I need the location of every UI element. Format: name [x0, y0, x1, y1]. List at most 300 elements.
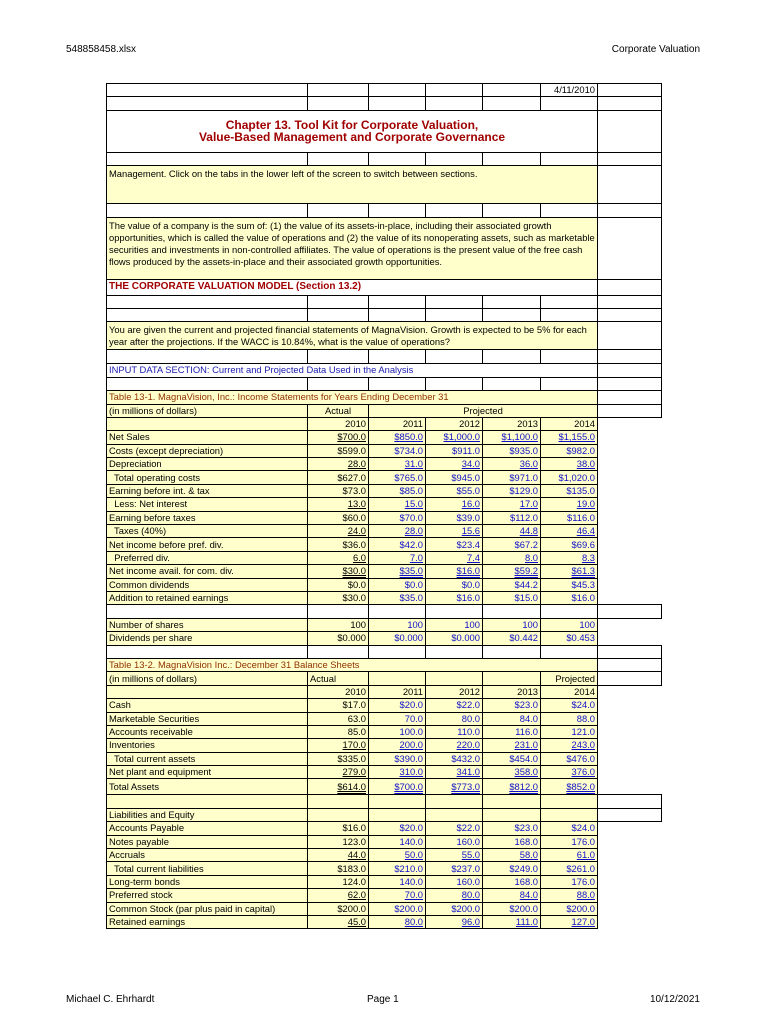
row-label[interactable]: Total current assets: [107, 752, 308, 765]
section-title[interactable]: THE CORPORATE VALUATION MODEL (Section 13.2): [107, 279, 598, 295]
value-cell[interactable]: $850.0: [369, 431, 426, 444]
value-cell[interactable]: $200.0: [308, 902, 369, 915]
value-cell[interactable]: 80.0: [369, 915, 426, 928]
empty-cell[interactable]: [426, 295, 483, 308]
row-label[interactable]: Common Stock (par plus paid in capital): [107, 902, 308, 915]
year-header[interactable]: 2012: [426, 685, 483, 698]
value-cell[interactable]: 28.0: [308, 458, 369, 471]
value-cell[interactable]: $200.0: [541, 902, 598, 915]
value-cell[interactable]: 38.0: [541, 458, 598, 471]
empty-cell[interactable]: [369, 808, 426, 821]
value-cell[interactable]: 19.0: [541, 498, 598, 511]
empty-cell[interactable]: [483, 808, 541, 821]
value-cell[interactable]: 110.0: [426, 725, 483, 738]
empty-cell[interactable]: [598, 322, 662, 350]
row-label[interactable]: Depreciation: [107, 458, 308, 471]
row-label[interactable]: Total operating costs: [107, 471, 308, 484]
empty-cell[interactable]: [369, 672, 426, 685]
section-label[interactable]: Liabilities and Equity: [107, 808, 308, 821]
value-cell[interactable]: $0.453: [541, 632, 598, 645]
row-label[interactable]: Long-term bonds: [107, 875, 308, 888]
value-cell[interactable]: $39.0: [426, 511, 483, 524]
value-cell[interactable]: $20.0: [369, 699, 426, 712]
value-cell[interactable]: 140.0: [369, 875, 426, 888]
value-cell[interactable]: $112.0: [483, 511, 541, 524]
empty-cell[interactable]: [598, 645, 662, 658]
value-cell[interactable]: $249.0: [483, 862, 541, 875]
value-cell[interactable]: $16.0: [426, 591, 483, 604]
value-cell[interactable]: $1,100.0: [483, 431, 541, 444]
value-cell[interactable]: $971.0: [483, 471, 541, 484]
value-cell[interactable]: 168.0: [483, 875, 541, 888]
value-cell[interactable]: 200.0: [369, 739, 426, 752]
empty-cell[interactable]: [598, 795, 662, 808]
value-cell[interactable]: $454.0: [483, 752, 541, 765]
row-label[interactable]: Accounts Payable: [107, 822, 308, 835]
empty-cell[interactable]: [426, 84, 483, 97]
value-cell[interactable]: $55.0: [426, 484, 483, 497]
value-cell[interactable]: 8.0: [483, 551, 541, 564]
value-cell[interactable]: 123.0: [308, 835, 369, 848]
empty-cell[interactable]: [598, 110, 662, 152]
value-cell[interactable]: $36.0: [308, 538, 369, 551]
empty-cell[interactable]: [483, 84, 541, 97]
row-label[interactable]: Addition to retained earnings: [107, 591, 308, 604]
value-cell[interactable]: 310.0: [369, 766, 426, 779]
value-cell[interactable]: $16.0: [426, 565, 483, 578]
value-cell[interactable]: 100: [483, 618, 541, 631]
value-cell[interactable]: $0.000: [369, 632, 426, 645]
row-label[interactable]: Less: Net interest: [107, 498, 308, 511]
value-cell[interactable]: $237.0: [426, 862, 483, 875]
value-cell[interactable]: 16.0: [426, 498, 483, 511]
value-cell[interactable]: 50.0: [369, 849, 426, 862]
value-cell[interactable]: 17.0: [483, 498, 541, 511]
empty-cell[interactable]: [107, 84, 308, 97]
value-cell[interactable]: $59.2: [483, 565, 541, 578]
empty-cell[interactable]: [598, 295, 662, 308]
value-cell[interactable]: 15.6: [426, 525, 483, 538]
value-cell[interactable]: $22.0: [426, 822, 483, 835]
value-cell[interactable]: 85.0: [308, 725, 369, 738]
empty-cell[interactable]: [308, 308, 369, 321]
value-cell[interactable]: 88.0: [541, 889, 598, 902]
value-cell[interactable]: $210.0: [369, 862, 426, 875]
value-cell[interactable]: $24.0: [541, 699, 598, 712]
value-cell[interactable]: 376.0: [541, 766, 598, 779]
row-label[interactable]: Net income before pref. div.: [107, 538, 308, 551]
row-label[interactable]: Total Assets: [107, 779, 308, 795]
empty-cell[interactable]: [598, 377, 662, 390]
empty-cell[interactable]: [598, 152, 662, 165]
valuation-paragraph[interactable]: The value of a company is the sum of: (1) the value of its assets-in-place, including their associated growth opportunities, which is called the value of operations and (2) the value of its nonoperating assets, such as marketable securities and investments in non-controlled affiliates. The value of operations is the present value of the free cash flows produced by the assets-in-place and their associated growth opportunities.: [107, 217, 598, 279]
actual-label[interactable]: Actual: [308, 672, 369, 685]
value-cell[interactable]: 7.0: [369, 551, 426, 564]
value-cell[interactable]: $852.0: [541, 779, 598, 795]
empty-cell[interactable]: [541, 795, 598, 808]
empty-cell[interactable]: [426, 152, 483, 165]
empty-cell[interactable]: [369, 377, 426, 390]
value-cell[interactable]: 220.0: [426, 739, 483, 752]
value-cell[interactable]: 96.0: [426, 915, 483, 928]
empty-cell[interactable]: [308, 377, 369, 390]
value-cell[interactable]: 36.0: [483, 458, 541, 471]
year-header[interactable]: 2010: [308, 685, 369, 698]
value-cell[interactable]: $67.2: [483, 538, 541, 551]
empty-cell[interactable]: [598, 84, 662, 97]
row-label[interactable]: Dividends per share: [107, 632, 308, 645]
value-cell[interactable]: $200.0: [369, 902, 426, 915]
empty-cell[interactable]: [598, 217, 662, 279]
row-label[interactable]: Inventories: [107, 739, 308, 752]
row-label[interactable]: Preferred stock: [107, 889, 308, 902]
row-label[interactable]: Total current liabilities: [107, 862, 308, 875]
empty-cell[interactable]: [598, 166, 662, 204]
value-cell[interactable]: 243.0: [541, 739, 598, 752]
empty-cell[interactable]: [426, 97, 483, 110]
empty-cell[interactable]: [308, 350, 369, 363]
value-cell[interactable]: 100: [369, 618, 426, 631]
value-cell[interactable]: $812.0: [483, 779, 541, 795]
value-cell[interactable]: 84.0: [483, 889, 541, 902]
value-cell[interactable]: $945.0: [426, 471, 483, 484]
value-cell[interactable]: 45.0: [308, 915, 369, 928]
year-header[interactable]: 2013: [483, 685, 541, 698]
value-cell[interactable]: 70.0: [369, 889, 426, 902]
value-cell[interactable]: $17.0: [308, 699, 369, 712]
value-cell[interactable]: $129.0: [483, 484, 541, 497]
value-cell[interactable]: 6.0: [308, 551, 369, 564]
row-label[interactable]: Net income avail. for com. div.: [107, 565, 308, 578]
value-cell[interactable]: $734.0: [369, 444, 426, 457]
empty-cell[interactable]: [598, 204, 662, 217]
empty-cell[interactable]: [483, 204, 541, 217]
value-cell[interactable]: 279.0: [308, 766, 369, 779]
value-cell[interactable]: 15.0: [369, 498, 426, 511]
year-header[interactable]: 2014: [541, 685, 598, 698]
row-label[interactable]: Notes payable: [107, 835, 308, 848]
empty-cell[interactable]: [541, 377, 598, 390]
value-cell[interactable]: $44.2: [483, 578, 541, 591]
value-cell[interactable]: 176.0: [541, 835, 598, 848]
empty-cell[interactable]: [483, 795, 541, 808]
projected-label[interactable]: Projected: [541, 672, 598, 685]
value-cell[interactable]: 58.0: [483, 849, 541, 862]
year-header[interactable]: 2013: [483, 417, 541, 430]
empty-cell[interactable]: [541, 152, 598, 165]
value-cell[interactable]: 100: [308, 618, 369, 631]
empty-cell[interactable]: [541, 308, 598, 321]
row-label[interactable]: Preferred div.: [107, 551, 308, 564]
value-cell[interactable]: $335.0: [308, 752, 369, 765]
value-cell[interactable]: $23.0: [483, 822, 541, 835]
empty-cell[interactable]: [308, 605, 369, 618]
value-cell[interactable]: $35.0: [369, 565, 426, 578]
value-cell[interactable]: 168.0: [483, 835, 541, 848]
value-cell[interactable]: $0.000: [308, 632, 369, 645]
empty-cell[interactable]: [308, 97, 369, 110]
empty-cell[interactable]: [308, 808, 369, 821]
value-cell[interactable]: 88.0: [541, 712, 598, 725]
value-cell[interactable]: 62.0: [308, 889, 369, 902]
value-cell[interactable]: $627.0: [308, 471, 369, 484]
empty-cell[interactable]: [308, 84, 369, 97]
empty-cell[interactable]: [107, 350, 308, 363]
date-cell[interactable]: 4/11/2010: [541, 84, 598, 97]
empty-cell[interactable]: [107, 204, 308, 217]
value-cell[interactable]: 160.0: [426, 875, 483, 888]
row-label[interactable]: Taxes (40%): [107, 525, 308, 538]
value-cell[interactable]: $614.0: [308, 779, 369, 795]
value-cell[interactable]: 70.0: [369, 712, 426, 725]
row-label[interactable]: Cash: [107, 699, 308, 712]
value-cell[interactable]: 44.8: [483, 525, 541, 538]
intro-text[interactable]: Management. Click on the tabs in the lower left of the screen to switch between sections.: [107, 166, 598, 204]
value-cell[interactable]: 46.4: [541, 525, 598, 538]
empty-cell[interactable]: [426, 795, 483, 808]
value-cell[interactable]: $70.0: [369, 511, 426, 524]
value-cell[interactable]: $60.0: [308, 511, 369, 524]
row-label[interactable]: Common dividends: [107, 578, 308, 591]
input-section-title[interactable]: INPUT DATA SECTION: Current and Projected Data Used in the Analysis: [107, 363, 598, 377]
empty-cell[interactable]: [541, 645, 598, 658]
empty-cell[interactable]: [541, 295, 598, 308]
value-cell[interactable]: 44.0: [308, 849, 369, 862]
value-cell[interactable]: $42.0: [369, 538, 426, 551]
empty-cell[interactable]: [483, 308, 541, 321]
empty-cell[interactable]: [541, 605, 598, 618]
value-cell[interactable]: 140.0: [369, 835, 426, 848]
empty-cell[interactable]: [598, 97, 662, 110]
value-cell[interactable]: $200.0: [426, 902, 483, 915]
empty-cell[interactable]: [369, 350, 426, 363]
empty-cell[interactable]: [598, 308, 662, 321]
units-label[interactable]: (in millions of dollars): [107, 404, 308, 417]
value-cell[interactable]: $45.3: [541, 578, 598, 591]
value-cell[interactable]: $476.0: [541, 752, 598, 765]
empty-cell[interactable]: [483, 605, 541, 618]
value-cell[interactable]: $0.0: [308, 578, 369, 591]
empty-cell[interactable]: [541, 808, 598, 821]
value-cell[interactable]: 231.0: [483, 739, 541, 752]
row-label[interactable]: Costs (except depreciation): [107, 444, 308, 457]
row-label[interactable]: Accounts receivable: [107, 725, 308, 738]
empty-cell[interactable]: [541, 97, 598, 110]
value-cell[interactable]: 13.0: [308, 498, 369, 511]
value-cell[interactable]: $16.0: [308, 822, 369, 835]
empty-cell[interactable]: [107, 685, 308, 698]
value-cell[interactable]: $261.0: [541, 862, 598, 875]
value-cell[interactable]: $1,155.0: [541, 431, 598, 444]
value-cell[interactable]: 121.0: [541, 725, 598, 738]
empty-cell[interactable]: [426, 377, 483, 390]
empty-cell[interactable]: [107, 605, 308, 618]
value-cell[interactable]: $20.0: [369, 822, 426, 835]
empty-cell[interactable]: [107, 645, 308, 658]
value-cell[interactable]: $599.0: [308, 444, 369, 457]
value-cell[interactable]: 31.0: [369, 458, 426, 471]
value-cell[interactable]: 176.0: [541, 875, 598, 888]
value-cell[interactable]: 80.0: [426, 889, 483, 902]
chapter-title[interactable]: [107, 110, 598, 152]
value-cell[interactable]: 28.0: [369, 525, 426, 538]
empty-cell[interactable]: [598, 279, 662, 295]
value-cell[interactable]: $935.0: [483, 444, 541, 457]
value-cell[interactable]: $432.0: [426, 752, 483, 765]
year-header[interactable]: 2012: [426, 417, 483, 430]
empty-cell[interactable]: [369, 84, 426, 97]
value-cell[interactable]: $700.0: [369, 779, 426, 795]
value-cell[interactable]: 116.0: [483, 725, 541, 738]
value-cell[interactable]: $1,020.0: [541, 471, 598, 484]
value-cell[interactable]: $911.0: [426, 444, 483, 457]
empty-cell[interactable]: [598, 672, 662, 685]
value-cell[interactable]: 80.0: [426, 712, 483, 725]
empty-cell[interactable]: [369, 204, 426, 217]
empty-cell[interactable]: [308, 204, 369, 217]
empty-cell[interactable]: [483, 377, 541, 390]
value-cell[interactable]: 24.0: [308, 525, 369, 538]
empty-cell[interactable]: [369, 97, 426, 110]
row-label[interactable]: Earning before taxes: [107, 511, 308, 524]
empty-cell[interactable]: [598, 363, 662, 377]
value-cell[interactable]: $24.0: [541, 822, 598, 835]
value-cell[interactable]: $200.0: [483, 902, 541, 915]
value-cell[interactable]: 341.0: [426, 766, 483, 779]
empty-cell[interactable]: [369, 645, 426, 658]
empty-cell[interactable]: [369, 795, 426, 808]
value-cell[interactable]: $22.0: [426, 699, 483, 712]
empty-cell[interactable]: [426, 605, 483, 618]
empty-cell[interactable]: [598, 391, 662, 404]
value-cell[interactable]: 160.0: [426, 835, 483, 848]
empty-cell[interactable]: [308, 295, 369, 308]
value-cell[interactable]: $135.0: [541, 484, 598, 497]
value-cell[interactable]: 61.0: [541, 849, 598, 862]
empty-cell[interactable]: [598, 404, 662, 417]
value-cell[interactable]: 124.0: [308, 875, 369, 888]
value-cell[interactable]: $0.000: [426, 632, 483, 645]
value-cell[interactable]: 7.4: [426, 551, 483, 564]
value-cell[interactable]: $390.0: [369, 752, 426, 765]
value-cell[interactable]: $0.0: [369, 578, 426, 591]
value-cell[interactable]: $700.0: [308, 431, 369, 444]
empty-cell[interactable]: [598, 350, 662, 363]
value-cell[interactable]: 358.0: [483, 766, 541, 779]
value-cell[interactable]: 84.0: [483, 712, 541, 725]
year-header[interactable]: 2011: [369, 417, 426, 430]
empty-cell[interactable]: [426, 808, 483, 821]
empty-cell[interactable]: [369, 295, 426, 308]
value-cell[interactable]: $16.0: [541, 591, 598, 604]
value-cell[interactable]: $30.0: [308, 591, 369, 604]
value-cell[interactable]: $773.0: [426, 779, 483, 795]
value-cell[interactable]: $61.3: [541, 565, 598, 578]
empty-cell[interactable]: [483, 672, 541, 685]
empty-cell[interactable]: [541, 204, 598, 217]
year-header[interactable]: 2010: [308, 417, 369, 430]
empty-cell[interactable]: [107, 377, 308, 390]
empty-cell[interactable]: [308, 795, 369, 808]
value-cell[interactable]: 55.0: [426, 849, 483, 862]
value-cell[interactable]: 127.0: [541, 915, 598, 928]
value-cell[interactable]: $116.0: [541, 511, 598, 524]
row-label[interactable]: Earning before int. & tax: [107, 484, 308, 497]
projected-label[interactable]: Projected: [369, 404, 598, 417]
empty-cell[interactable]: [369, 152, 426, 165]
empty-cell[interactable]: [426, 204, 483, 217]
row-label[interactable]: Number of shares: [107, 618, 308, 631]
empty-cell[interactable]: [107, 308, 308, 321]
row-label[interactable]: Retained earnings: [107, 915, 308, 928]
empty-cell[interactable]: [426, 350, 483, 363]
row-label[interactable]: Accruals: [107, 849, 308, 862]
value-cell[interactable]: 8.3: [541, 551, 598, 564]
year-header[interactable]: 2011: [369, 685, 426, 698]
value-cell[interactable]: $183.0: [308, 862, 369, 875]
value-cell[interactable]: $765.0: [369, 471, 426, 484]
value-cell[interactable]: 34.0: [426, 458, 483, 471]
problem-paragraph[interactable]: You are given the current and projected financial statements of MagnaVision. Growth is expected to be 5% for each year after the projections. If the WACC is 10.84%, what is the value of operations?: [107, 322, 598, 350]
value-cell[interactable]: $35.0: [369, 591, 426, 604]
value-cell[interactable]: $1,000.0: [426, 431, 483, 444]
value-cell[interactable]: 100.0: [369, 725, 426, 738]
empty-cell[interactable]: [483, 152, 541, 165]
empty-cell[interactable]: [308, 645, 369, 658]
empty-cell[interactable]: [541, 350, 598, 363]
income-table-title[interactable]: Table 13-1. MagnaVision, Inc.: Income Statements for Years Ending December 31: [107, 391, 598, 404]
empty-cell[interactable]: [107, 417, 308, 430]
value-cell[interactable]: 170.0: [308, 739, 369, 752]
empty-cell[interactable]: [426, 672, 483, 685]
value-cell[interactable]: 100: [541, 618, 598, 631]
value-cell[interactable]: $69.6: [541, 538, 598, 551]
value-cell[interactable]: 111.0: [483, 915, 541, 928]
value-cell[interactable]: 63.0: [308, 712, 369, 725]
balance-table-title[interactable]: Table 13-2. MagnaVision Inc.: December 31 Balance Sheets: [107, 658, 598, 671]
empty-cell[interactable]: [426, 308, 483, 321]
value-cell[interactable]: $0.0: [426, 578, 483, 591]
row-label[interactable]: Net plant and equipment: [107, 766, 308, 779]
empty-cell[interactable]: [107, 295, 308, 308]
row-label[interactable]: Marketable Securities: [107, 712, 308, 725]
value-cell[interactable]: $982.0: [541, 444, 598, 457]
empty-cell[interactable]: [598, 605, 662, 618]
empty-cell[interactable]: [107, 97, 308, 110]
value-cell[interactable]: $0.442: [483, 632, 541, 645]
value-cell[interactable]: 100: [426, 618, 483, 631]
row-label[interactable]: Net Sales: [107, 431, 308, 444]
empty-cell[interactable]: [107, 152, 308, 165]
empty-cell[interactable]: [598, 808, 662, 821]
value-cell[interactable]: $85.0: [369, 484, 426, 497]
empty-cell[interactable]: [426, 645, 483, 658]
empty-cell[interactable]: [483, 645, 541, 658]
empty-cell[interactable]: [369, 605, 426, 618]
empty-cell[interactable]: [308, 152, 369, 165]
value-cell[interactable]: $23.4: [426, 538, 483, 551]
actual-label[interactable]: Actual: [308, 404, 369, 417]
empty-cell[interactable]: [369, 308, 426, 321]
units-label[interactable]: (in millions of dollars): [107, 672, 308, 685]
value-cell[interactable]: $15.0: [483, 591, 541, 604]
empty-cell[interactable]: [483, 295, 541, 308]
empty-cell[interactable]: [107, 795, 308, 808]
empty-cell[interactable]: [598, 658, 662, 671]
value-cell[interactable]: $73.0: [308, 484, 369, 497]
empty-cell[interactable]: [483, 97, 541, 110]
value-cell[interactable]: $23.0: [483, 699, 541, 712]
